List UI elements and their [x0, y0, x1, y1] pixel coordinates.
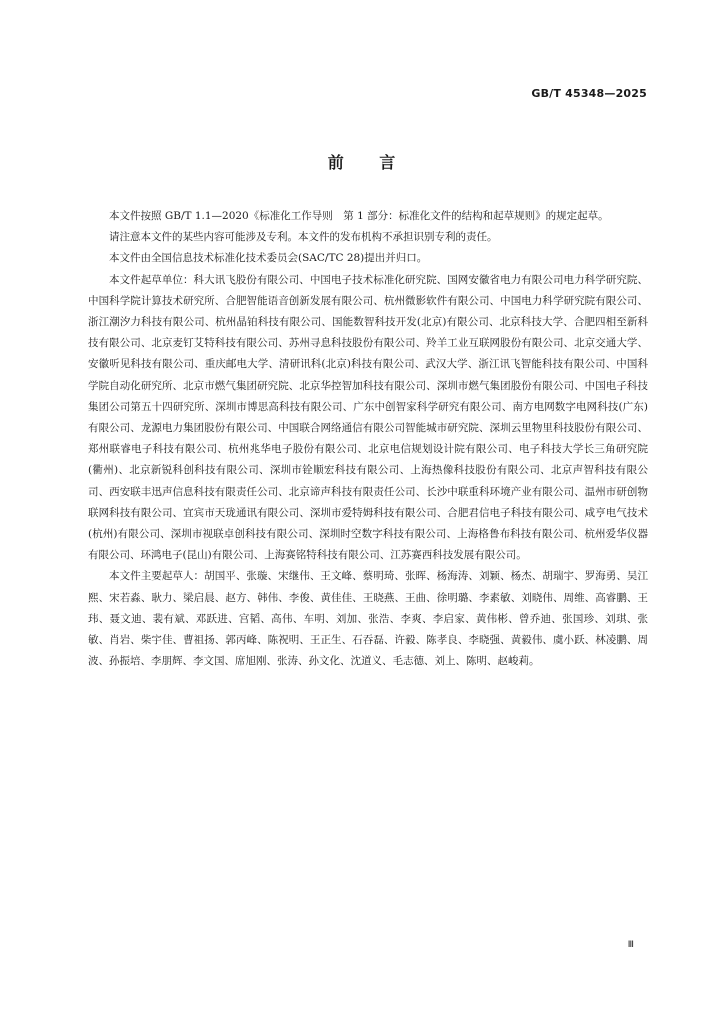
paragraph-proposer: 本文件由全国信息技术标准化技术委员会(SAC/TC 28)提出并归口。: [109, 252, 428, 265]
standard-number: GB/T 45348—2025: [531, 87, 647, 100]
page-number: Ⅲ: [627, 940, 634, 950]
paragraph-drafting-rules: 本文件按照 GB/T 1.1—2020《标准化工作导则 第 1 部分：标准化文件的结构和起草规则》的规定起草。: [109, 210, 609, 222]
paragraph-drafting-units: 本文件起草单位：科大讯飞股份有限公司、中国电子技术标准化研究院、国网安徽省电力有限公司电力科学研究院、中国科学院计算技术研究所、合肥智能语音创新发展有限公司、杭州微影软件有限公司、中国电力科学研究院有限公司、浙江潮汐力科技有限公司、杭州晶铂科技有限公司、国能数智科技开发(北京)有限公司、北京科技大学、合肥四相至新科技有限公司、北京麦钉艾特科技有限公司、苏州寻息科技股份有限公司、羚羊工业互联网股份有限公司、北京交通大学、安徽听见科技有限公司、重庆邮电大学、清研讯科(北京)科技有限公司、武汉大学、浙江讯飞智能科技有限公司、中国科学院自动化研究所、北京市燃气集团研究院、北京华控智加科技有限公司、深圳市燃气集团股份有限公司、中国电子科技集团公司第五十四研究所、深圳市博思高科技有限公司、广东中创智家科学研究有限公司、南方电网数字电网科技(广东)有限公司、龙源电力集团股份有限公司、中国联合网络通信有限公司智能城市研究院、深圳云里物里科技股份有限公司、郑州联睿电子科技有限公司、杭州兆华电子股份有限公司、北京电信规划设计院有限公司、电子科技大学长三角研究院(衢州)、北京新锐科创科技有限公司、深圳市铨顺宏科技有限公司、上海热像科技股份有限公司、北京声智科技有限公司、西安联丰迅声信息科技有限责任公司、北京谛声科技有限责任公司、长沙中联重科环境产业有限公司、温州市研创物联网科技有限公司、宜宾市天珑通讯有限公司、深圳市爱特姆科技有限公司、合肥君信电子科技有限公司、咸亨电气技术(杭州)有限公司、深圳市视联卓创科技有限公司、深圳时空数字科技有限公司、上海格鲁布科技有限公司、杭州爱华仪器有限公司、环鸿电子(昆山)有限公司、上海赛铭特科技有限公司、江苏赛西科技发展有限公司。: [88, 273, 648, 562]
paragraph-drafters: 本文件主要起草人：胡国平、张璇、宋继伟、王文峰、蔡明琦、张晖、杨海涛、刘颖、杨杰、胡瑞宇、罗海勇、吴江熙、宋若淼、耿力、梁启晨、赵方、韩伟、李俊、黄佳佳、王晓燕、王曲、徐明璐、李素敏、刘晓伟、周维、高睿鹏、王玮、聂文迪、裴有斌、邓跃进、宫韬、高伟、车明、刘加、张浩、李爽、李启家、黄伟彬、曾乔迪、张国珍、刘琪、张敏、肖岩、柴宇佳、曹祖扬、郭丙峰、陈祝明、王正生、石吞磊、许毅、陈孝良、李晓强、黄毅伟、虞小跃、林凌鹏、周波、孙振培、李朋辉、李文国、席旭刚、张涛、孙文化、沈道义、毛志德、刘上、陈明、赵峻莉。: [88, 570, 648, 668]
page-title: 前 言: [327, 153, 397, 172]
body-text: [88, 206, 648, 672]
paragraph-patent-notice: 请注意本文件的某些内容可能涉及专利。本文件的发布机构不承担识别专利的责任。: [109, 231, 498, 244]
